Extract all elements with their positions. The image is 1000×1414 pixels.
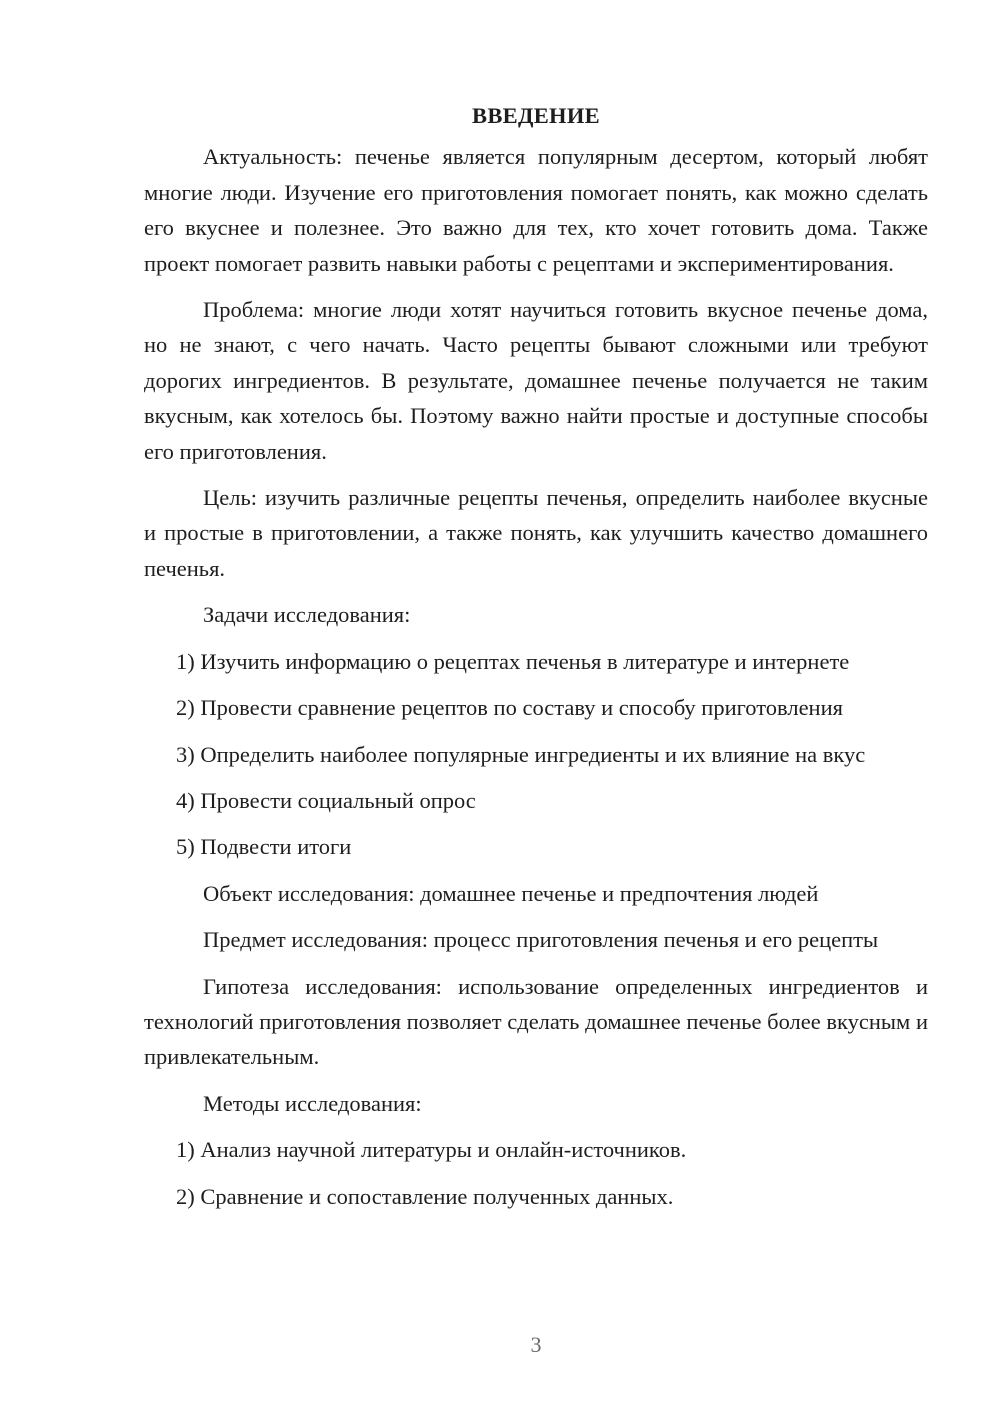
- methods-title: Методы исследования:: [203, 1090, 422, 1116]
- task-item: 2) Провести сравнение рецептов по составу и способу приготовления: [176, 695, 843, 721]
- task-item: 5) Подвести итоги: [176, 834, 352, 860]
- method-item: 1) Анализ научной литературы и онлайн-источников.: [176, 1137, 687, 1163]
- task-item: 3) Определить наиболее популярные ингредиенты и их влияние на вкус: [176, 741, 866, 767]
- subject-paragraph: Предмет исследования: процесс приготовления печенья и его рецепты: [203, 927, 879, 953]
- relevance-paragraph: Актуальность: печенье является популярным десертом, который любят многие люди. Изучение его приготовления помогает понять, как можно сделать его вкуснее и полезнее. Это важно для тех, кто хочет готовить дома. Также проект помогает развить навыки работы с рецептами и экспериментирования.: [144, 144, 928, 276]
- problem-paragraph: Проблема: многие люди хотят научиться готовить вкусное печенье дома, но не знают, с чего начать. Часто рецепты бывают сложными или требуют дорогих ингредиентов. В результате, домашнее печенье получается не таким вкусным, как хотелось бы. Поэтому важно найти простые и доступные способы его приготовления.: [144, 297, 928, 464]
- task-item: 1) Изучить информацию о рецептах печенья в литературе и интернете: [176, 648, 850, 674]
- hypothesis-paragraph: Гипотеза исследования: использование определенных ингредиентов и технологий приготовления позволяет сделать домашнее печенье более вкусным и привлекательным.: [144, 973, 928, 1070]
- goal-paragraph: Цель: изучить различные рецепты печенья, определить наиболее вкусные и простые в приготовлении, а также понять, как улучшить качество домашнего печенья.: [144, 485, 928, 581]
- page-content: [144, 98, 928, 1225]
- method-item: 2) Сравнение и сопоставление полученных данных.: [176, 1183, 674, 1209]
- page-number: 3: [530, 1332, 542, 1357]
- page-title: ВВЕДЕНИЕ: [472, 103, 600, 128]
- tasks-title: Задачи исследования:: [203, 602, 411, 628]
- task-item: 4) Провести социальный опрос: [176, 787, 476, 813]
- object-paragraph: Объект исследования: домашнее печенье и предпочтения людей: [203, 880, 819, 906]
